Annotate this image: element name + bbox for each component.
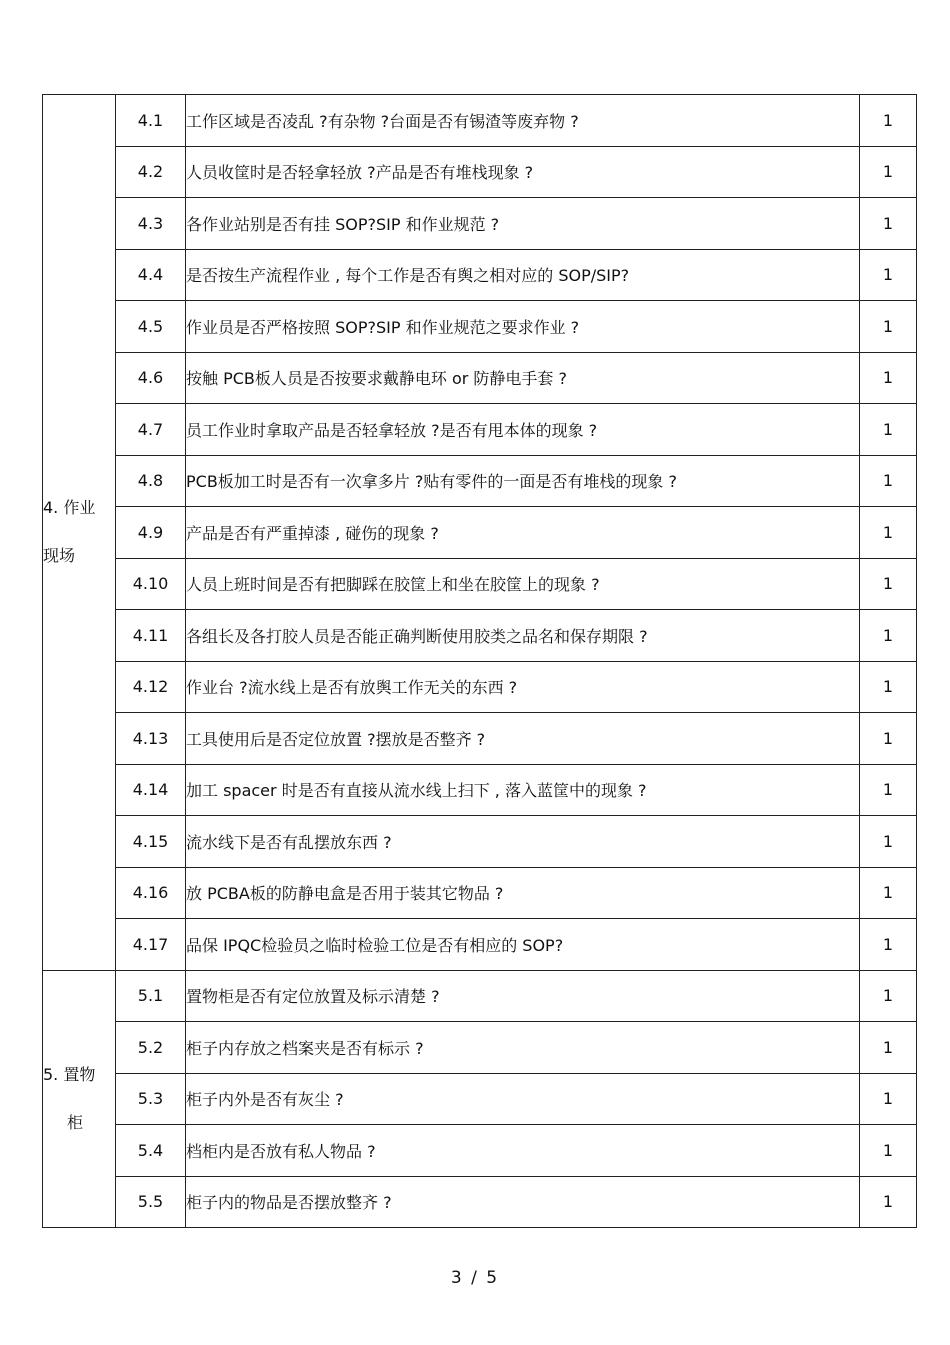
item-text: 加工 spacer 时是否有直接从流水线上扫下 , 落入蓝筐中的现象 ? bbox=[186, 764, 860, 816]
table-row bbox=[43, 558, 917, 610]
table-row bbox=[43, 764, 917, 816]
item-score: 1 bbox=[860, 301, 917, 353]
item-text: 各作业站别是否有挂 SOP?SIP 和作业规范 ? bbox=[186, 198, 860, 250]
table-row bbox=[43, 713, 917, 765]
item-number: 5.3 bbox=[116, 1073, 186, 1125]
item-number: 4.13 bbox=[116, 713, 186, 765]
item-number: 4.8 bbox=[116, 455, 186, 507]
item-score: 1 bbox=[860, 352, 917, 404]
item-score: 1 bbox=[860, 1125, 917, 1177]
table-row bbox=[43, 198, 917, 250]
item-number: 5.5 bbox=[116, 1176, 186, 1228]
table-row bbox=[43, 507, 917, 559]
checklist-table bbox=[42, 94, 917, 1228]
item-text: 置物柜是否有定位放置及标示清楚 ? bbox=[186, 970, 860, 1022]
item-score: 1 bbox=[860, 610, 917, 662]
item-text: 流水线下是否有乱摆放东西 ? bbox=[186, 816, 860, 868]
table-row bbox=[43, 1073, 917, 1125]
category-label: 4. 作业 bbox=[43, 498, 96, 518]
table-row bbox=[43, 249, 917, 301]
item-text: 员工作业时拿取产品是否轻拿轻放 ?是否有甩本体的现象 ? bbox=[186, 404, 860, 456]
table-row bbox=[43, 970, 917, 1022]
item-number: 5.1 bbox=[116, 970, 186, 1022]
table-row bbox=[43, 1125, 917, 1177]
item-number: 4.16 bbox=[116, 867, 186, 919]
item-text: 按触 PCB板人员是否按要求戴静电环 or 防静电手套 ? bbox=[186, 352, 860, 404]
item-score: 1 bbox=[860, 249, 917, 301]
item-text: 工具使用后是否定位放置 ?摆放是否整齐 ? bbox=[186, 713, 860, 765]
item-text: 作业台 ?流水线上是否有放舆工作无关的东西 ? bbox=[186, 661, 860, 713]
page-number: 3 / 5 bbox=[450, 1268, 500, 1288]
table-row bbox=[43, 661, 917, 713]
item-number: 4.10 bbox=[116, 558, 186, 610]
table-row bbox=[43, 352, 917, 404]
item-score: 1 bbox=[860, 455, 917, 507]
item-score: 1 bbox=[860, 764, 917, 816]
item-score: 1 bbox=[860, 146, 917, 198]
item-number: 4.4 bbox=[116, 249, 186, 301]
item-score: 1 bbox=[860, 1022, 917, 1074]
item-text: 人员收筐时是否轻拿轻放 ?产品是否有堆栈现象 ? bbox=[186, 146, 860, 198]
item-text: 柜子内的物品是否摆放整齐 ? bbox=[186, 1176, 860, 1228]
item-number: 4.12 bbox=[116, 661, 186, 713]
item-score: 1 bbox=[860, 558, 917, 610]
category-label: 现场 bbox=[43, 546, 76, 566]
item-text: 放 PCBA板的防静电盒是否用于装其它物品 ? bbox=[186, 867, 860, 919]
table-row bbox=[43, 95, 917, 147]
category-label: 柜 bbox=[67, 1112, 84, 1132]
item-score: 1 bbox=[860, 1073, 917, 1125]
category-cell bbox=[43, 95, 116, 971]
item-text: 产品是否有严重掉漆 , 碰伤的现象 ? bbox=[186, 507, 860, 559]
item-text: 工作区域是否凌乱 ?有杂物 ?台面是否有锡渣等废弃物 ? bbox=[186, 95, 860, 147]
item-number: 4.11 bbox=[116, 610, 186, 662]
item-score: 1 bbox=[860, 404, 917, 456]
item-number: 5.2 bbox=[116, 1022, 186, 1074]
item-text: 作业员是否严格按照 SOP?SIP 和作业规范之要求作业 ? bbox=[186, 301, 860, 353]
item-score: 1 bbox=[860, 95, 917, 147]
table-row bbox=[43, 146, 917, 198]
item-score: 1 bbox=[860, 919, 917, 971]
table-row bbox=[43, 816, 917, 868]
item-text: 是否按生产流程作业 , 每个工作是否有舆之相对应的 SOP/SIP? bbox=[186, 249, 860, 301]
item-score: 1 bbox=[860, 867, 917, 919]
item-score: 1 bbox=[860, 661, 917, 713]
item-number: 4.15 bbox=[116, 816, 186, 868]
item-score: 1 bbox=[860, 970, 917, 1022]
item-text: 人员上班时间是否有把脚踩在胶筐上和坐在胶筐上的现象 ? bbox=[186, 558, 860, 610]
item-text: PCB板加工时是否有一次拿多片 ?贴有零件的一面是否有堆栈的现象 ? bbox=[186, 455, 860, 507]
checklist-body bbox=[43, 95, 917, 1228]
item-number: 4.1 bbox=[116, 95, 186, 147]
item-number: 4.9 bbox=[116, 507, 186, 559]
item-number: 4.2 bbox=[116, 146, 186, 198]
table-row bbox=[43, 867, 917, 919]
item-score: 1 bbox=[860, 198, 917, 250]
category-cell bbox=[43, 970, 116, 1228]
table-row bbox=[43, 919, 917, 971]
item-number: 5.4 bbox=[116, 1125, 186, 1177]
item-number: 4.7 bbox=[116, 404, 186, 456]
item-score: 1 bbox=[860, 507, 917, 559]
item-score: 1 bbox=[860, 816, 917, 868]
table-row bbox=[43, 1022, 917, 1074]
category-label: 5. 置物 bbox=[43, 1064, 96, 1084]
item-number: 4.14 bbox=[116, 764, 186, 816]
table-row bbox=[43, 455, 917, 507]
table-row bbox=[43, 1176, 917, 1228]
item-score: 1 bbox=[860, 1176, 917, 1228]
item-text: 柜子内外是否有灰尘 ? bbox=[186, 1073, 860, 1125]
table-row bbox=[43, 404, 917, 456]
item-number: 4.17 bbox=[116, 919, 186, 971]
item-text: 品保 IPQC检验员之临时检验工位是否有相应的 SOP? bbox=[186, 919, 860, 971]
item-text: 各组长及各打胶人员是否能正确判断使用胶类之品名和保存期限 ? bbox=[186, 610, 860, 662]
table-row bbox=[43, 610, 917, 662]
item-number: 4.6 bbox=[116, 352, 186, 404]
item-number: 4.5 bbox=[116, 301, 186, 353]
item-text: 档柜内是否放有私人物品 ? bbox=[186, 1125, 860, 1177]
table-row bbox=[43, 301, 917, 353]
item-number: 4.3 bbox=[116, 198, 186, 250]
item-score: 1 bbox=[860, 713, 917, 765]
item-text: 柜子内存放之档案夹是否有标示 ? bbox=[186, 1022, 860, 1074]
